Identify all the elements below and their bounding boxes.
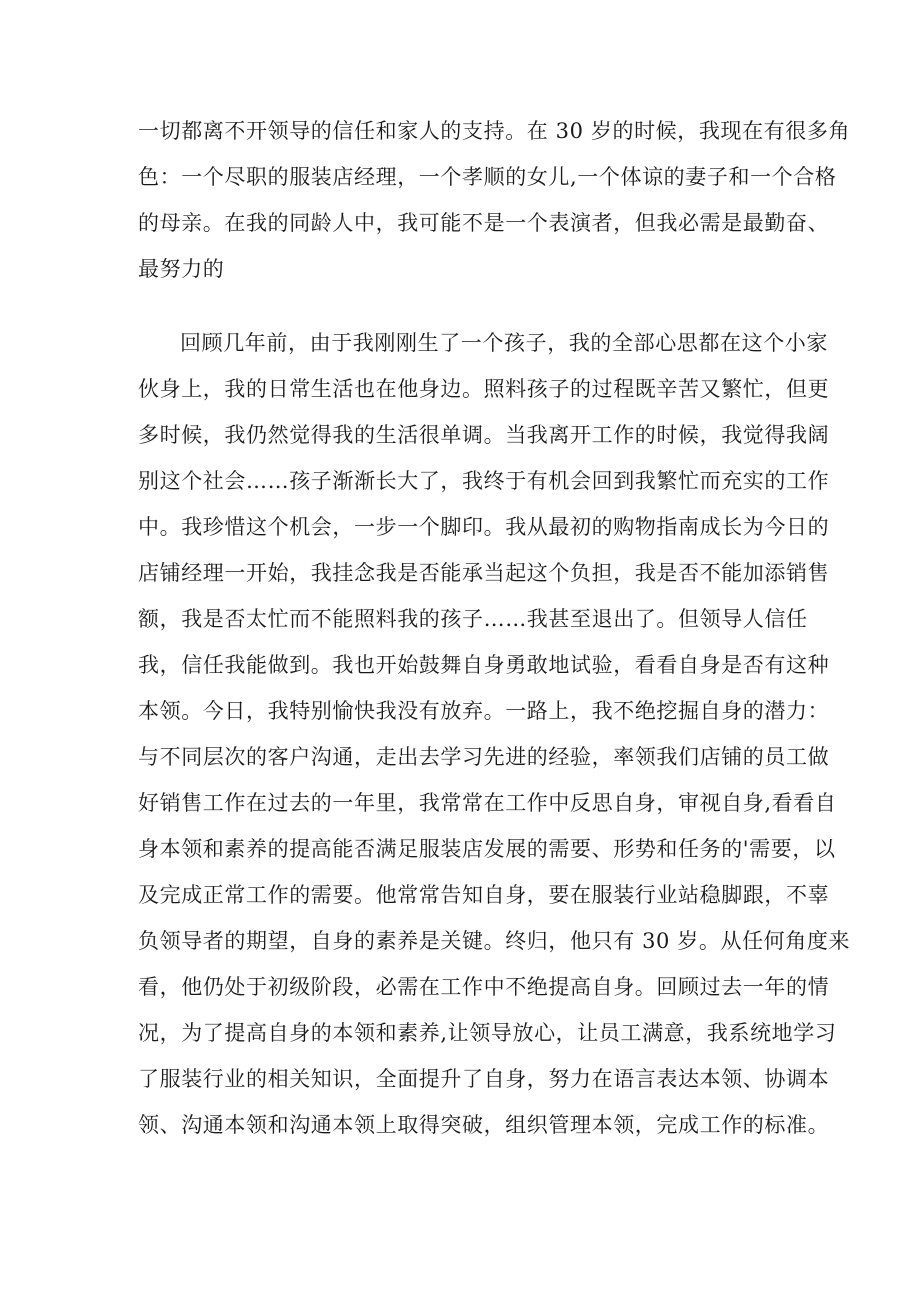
- text-line: 回顾几年前，由于我刚刚生了一个孩子，我的全部心思都在这个小家: [180, 331, 828, 355]
- text-line: 了服装行业的相关知识，全面提升了自身，努力在语言表达本领、协调本: [138, 1067, 830, 1091]
- text-line: 最努力的: [138, 257, 225, 281]
- text-line: 别这个社会……孩子渐渐长大了，我终于有机会回到我繁忙而充实的工作: [138, 469, 830, 493]
- text-line: 中。我珍惜这个机会，一步一个脚印。我从最初的购物指南成长为今日的: [138, 515, 830, 539]
- text-line: 店铺经理一开始，我挂念我是否能承当起这个负担，我是否不能加添销售: [138, 561, 830, 585]
- text-line: 况，为了提高自身的本领和素养,让领导放心，让员工满意，我系统地学习: [138, 1021, 837, 1045]
- text-line: 的母亲。在我的同龄人中，我可能不是一个表演者，但我必需是最勤奋、: [138, 211, 830, 235]
- text-line: 多时候，我仍然觉得我的生活很单调。当我离开工作的时候，我觉得我阔: [138, 423, 830, 447]
- text-line: 好销售工作在过去的一年里，我常常在工作中反思自身，审视自身,看看自: [138, 791, 837, 815]
- text-line: 看，他仍处于初级阶段，必需在工作中不绝提高自身。回顾过去一年的情: [138, 975, 830, 999]
- text-line: 伙身上，我的日常生活也在他身边。照料孩子的过程既辛苦又繁忙，但更: [138, 377, 830, 401]
- text-line: 领、沟通本领和沟通本领上取得突破，组织管理本领，完成工作的标准。: [138, 1113, 830, 1137]
- text-line: 与不同层次的客户沟通，走出去学习先进的经验，率领我们店铺的员工做: [138, 745, 830, 769]
- text-line: 及完成正常工作的需要。他常常告知自身，要在服装行业站稳脚跟，不辜: [138, 883, 830, 907]
- text-line: 我，信任我能做到。我也开始鼓舞自身勇敢地试验，看看自身是否有这种: [138, 653, 830, 677]
- text-line: 负领导者的期望，自身的素养是关键。终归，他只有 30 岁。从任何角度来: [138, 929, 851, 953]
- text-line: 额，我是否太忙而不能照料我的孩子……我甚至退出了。但领导人信任: [138, 607, 808, 631]
- text-line: 一切都离不开领导的信任和家人的支持。在 30 岁的时候，我现在有很多角: [138, 119, 851, 143]
- text-line: 色：一个尽职的服装店经理，一个孝顺的女儿,一个体谅的妻子和一个合格: [138, 165, 837, 189]
- text-line: 身本领和素养的提高能否满足服装店发展的需要、形势和任务的'需要，以: [138, 837, 836, 861]
- text-line: 本领。今日，我特别愉快我没有放弃。一路上，我不绝挖掘自身的潜力：: [138, 699, 830, 723]
